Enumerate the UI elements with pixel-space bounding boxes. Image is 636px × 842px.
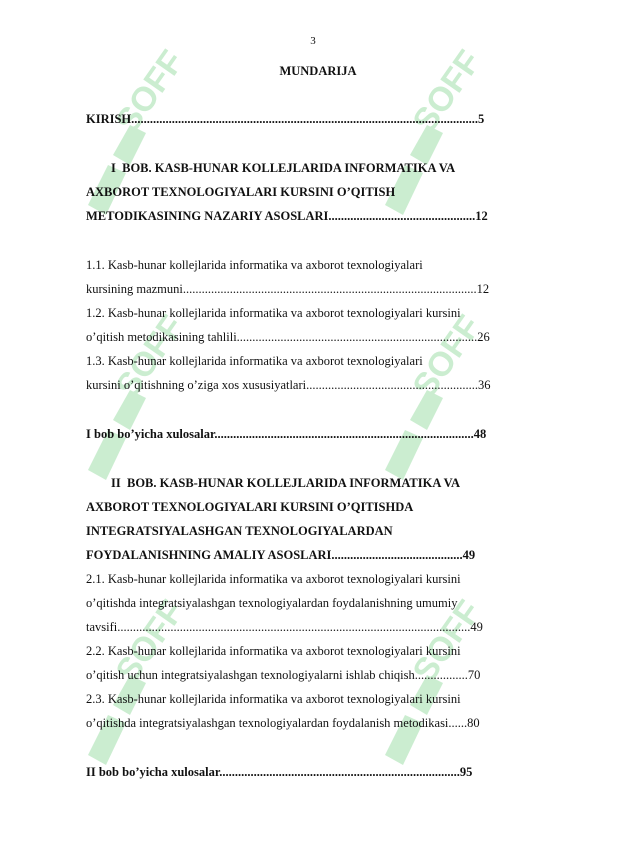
watermark-text: SOFF: [405, 308, 489, 405]
toc-subsection: 1.1. Kasb-hunar kollejlarida informatika va axborot texnologiyalari: [86, 258, 423, 272]
toc-subsection: 2.1. Kasb-hunar kollejlarida informatika va axborot texnologiyalari kursini: [86, 572, 461, 586]
watermark-logo: [78, 593, 192, 775]
watermark-logo: [375, 593, 489, 775]
toc-subsection: o’qitishda integratsiyalashgan texnologiyalardan foydalanishning umumiy: [86, 596, 458, 610]
toc-subsection: 2.3. Kasb-hunar kollejlarida informatika va axborot texnologiyalari kursini: [86, 692, 461, 706]
toc-entry: o’qitish metodikasining tahlili.............................................................................26: [86, 330, 490, 344]
toc-entry: KIRISH...............................................................................................................5: [86, 112, 485, 126]
toc-chapter-heading: II BOB. KASB-HUNAR KOLLEJLARIDA INFORMATIKA VA: [86, 476, 461, 490]
toc-entry: I bob bo’yicha xulosalar...................................................................................48: [86, 427, 487, 441]
toc-chapter-heading: AXBOROT TEXNOLOGIYALARI KURSINI O’QITISHDA: [86, 500, 414, 514]
toc-entry: kursining mazmuni..............................................................................................12: [86, 282, 490, 296]
toc-chapter-heading: I BOB. KASB-HUNAR KOLLEJLARIDA INFORMATIKA VA: [86, 161, 456, 175]
toc-entry: tavsifi.................................................................................................................49: [86, 620, 483, 634]
page-number: 3: [310, 35, 316, 47]
toc-chapter-heading: INTEGRATSIYALASHGAN TEXNOLOGIYALARDAN: [86, 524, 393, 538]
toc-subsection: 1.3. Kasb-hunar kollejlarida informatika va axborot texnologiyalari: [86, 354, 423, 368]
watermark-text: SOFF: [108, 593, 192, 690]
toc-chapter-heading: AXBOROT TEXNOLOGIYALARI KURSINI O’QITISH: [86, 185, 396, 199]
toc-entry: FOYDALANISHNING AMALIY ASOSLARI..........................................49: [86, 548, 476, 562]
watermark-text: SOFF: [405, 593, 489, 690]
toc-entry: kursini o’qitishning o’ziga xos xususiyatlari.......................................................36: [86, 378, 491, 392]
toc-subsection: 1.2. Kasb-hunar kollejlarida informatika va axborot texnologiyalari kursini: [86, 306, 461, 320]
toc-entry: METODIKASINING NAZARIY ASOSLARI...............................................12: [86, 209, 488, 223]
toc-subsection: 2.2. Kasb-hunar kollejlarida informatika va axborot texnologiyalari kursini: [86, 644, 461, 658]
watermark-text: SOFF: [108, 308, 192, 405]
watermark-text: SOFF: [405, 43, 489, 140]
page-title: MUNDARIJA: [279, 64, 357, 78]
toc-entry: o’qitishda integratsiyalashgan texnologiyalardan foydalanish metodikasi......80: [86, 716, 480, 730]
toc-entry: o’qitish uchun integratsiyalashgan texnologiyalarni ishlab chiqish.................70: [86, 668, 481, 682]
watermark-text: SOFF: [108, 43, 192, 140]
toc-entry: II bob bo’yicha xulosalar.............................................................................95: [86, 765, 473, 779]
